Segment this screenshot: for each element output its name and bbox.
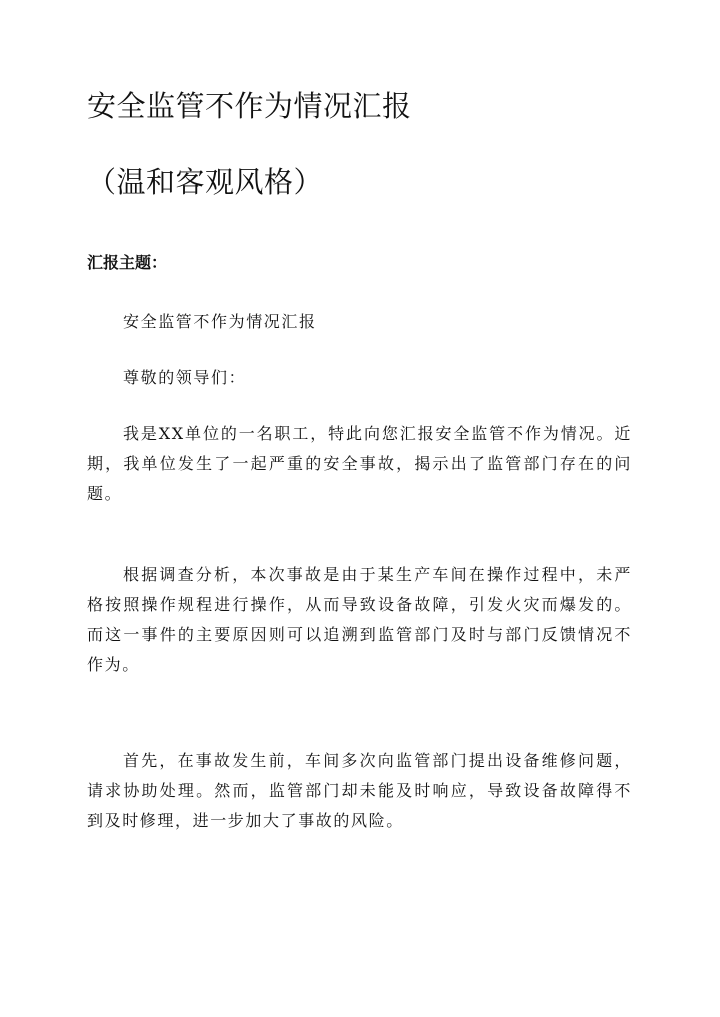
document-title: 安全监管不作为情况汇报	[87, 89, 412, 123]
first-point-paragraph: 首先，在事故发生前，车间多次向监管部门提出设备维修问题，请求协助处理。然而，监管部门却未能及时响应，导致设备故障得不到及时修理，进一步加大了事故的风险。	[87, 751, 632, 830]
introduction-paragraph: 我是XX单位的一名职工，特此向您汇报安全监管不作为情况。近期，我单位发生了一起严重的安全事故，揭示出了监管部门存在的问题。	[87, 424, 632, 503]
salutation-paragraph: 尊敬的领导们：	[123, 368, 247, 387]
section-label: 汇报主题：	[87, 253, 168, 272]
report-topic-paragraph: 安全监管不作为情况汇报	[123, 312, 317, 331]
document-subtitle: （温和客观风格）	[87, 165, 324, 199]
investigation-paragraph: 根据调查分析，本次事故是由于某生产车间在操作过程中，未严格按照操作规程进行操作，从而导致设备故障，引发火灾而爆发的。而这一事件的主要原因则可以追溯到监管部门及时与部门反馈情况不作为。	[87, 565, 632, 674]
